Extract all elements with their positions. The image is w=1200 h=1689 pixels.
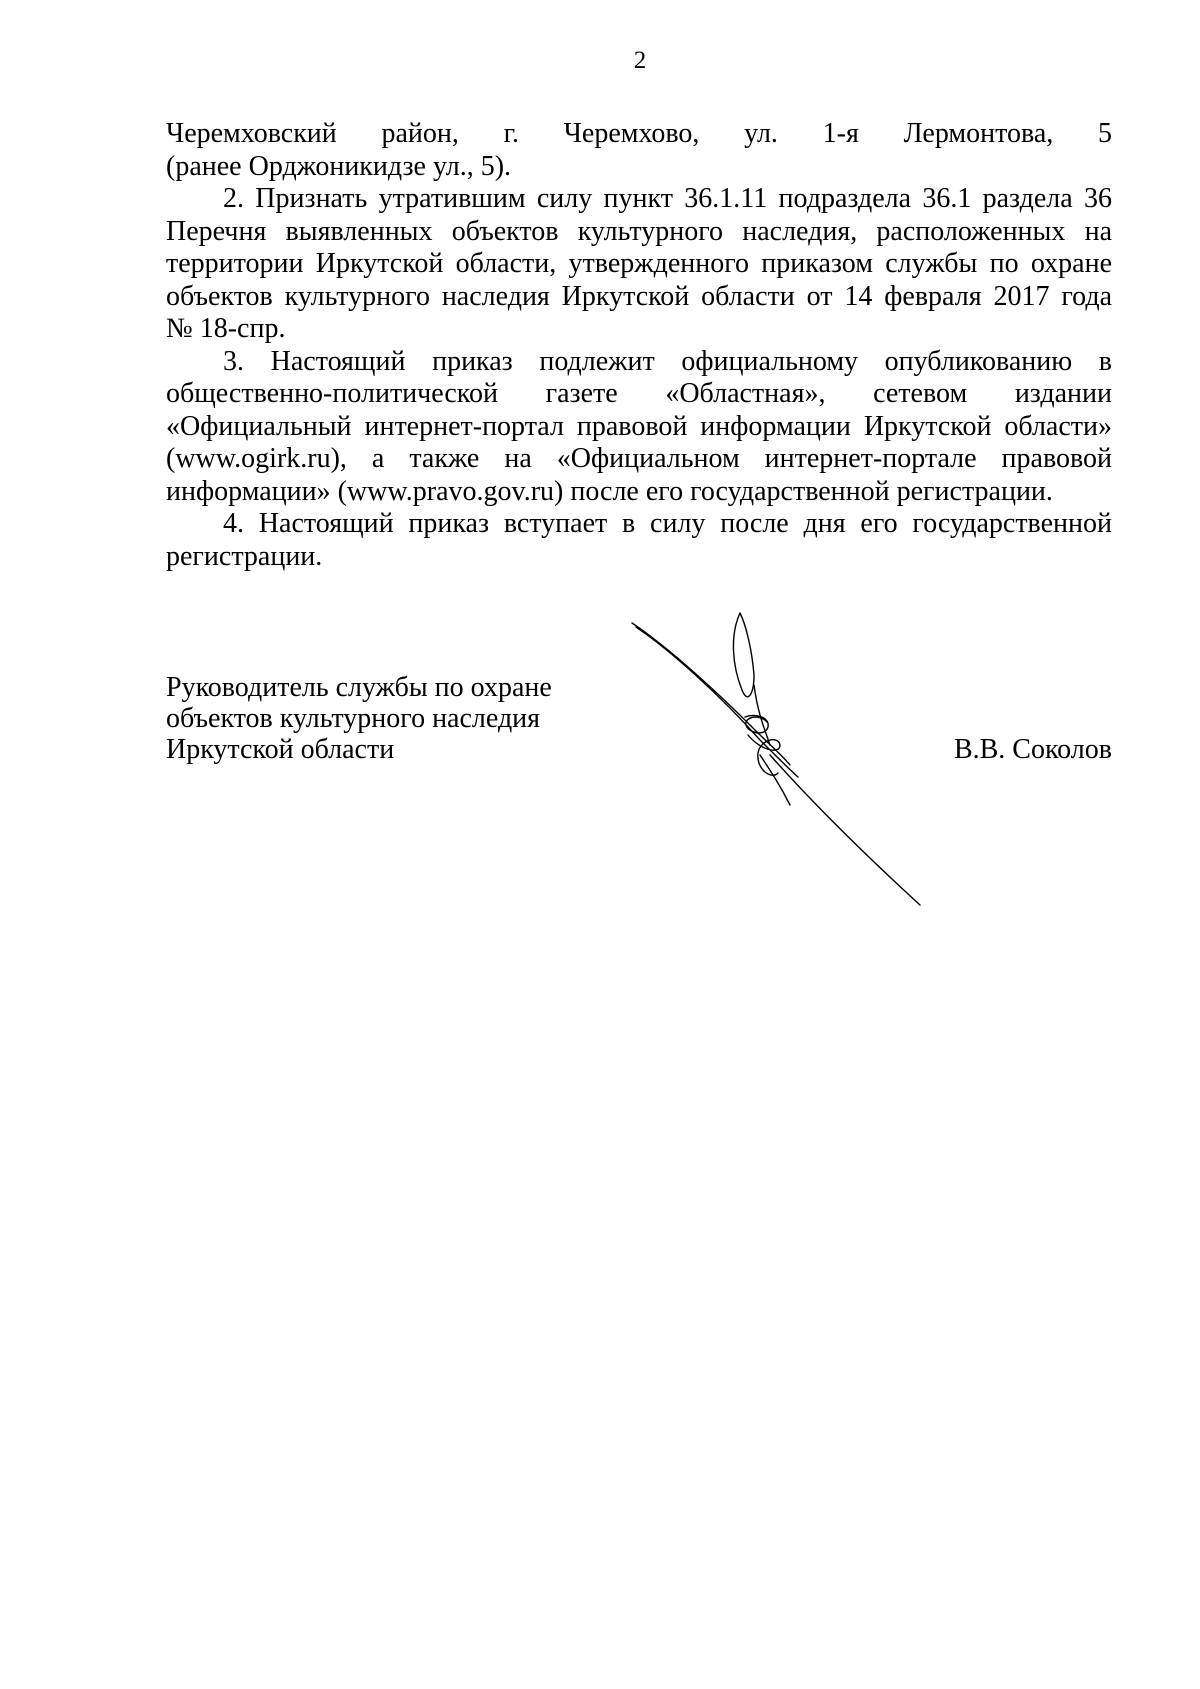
- body-line: (www.ogirk.ru), а также на «Официальном интернет-портале правовой: [166, 443, 1112, 474]
- body-line: объектов культурного наследия Иркутской области от 14 февраля 2017 года: [166, 280, 1112, 312]
- signer-position-line: объектов культурного наследия: [166, 703, 541, 734]
- body-line: регистрации.: [166, 540, 323, 572]
- body-line: территории Иркутской области, утвержденного приказом службы по охране: [166, 248, 1112, 279]
- body-line: № 18-спр.: [166, 313, 286, 344]
- signer-name: В.В. Соколов: [953, 734, 1112, 765]
- signer-position-line: Руководитель службы по охране: [166, 672, 552, 703]
- body-line: общественно-политической газете «Областная», сетевом издании: [166, 378, 1112, 409]
- document-body: [166, 118, 1112, 573]
- signer-position-line: Иркутской области: [166, 734, 395, 765]
- body-line: (ранее Орджоникидзе ул., 5).: [166, 150, 512, 182]
- handwritten-signature: [630, 605, 950, 915]
- body-line: Черемховский район, г. Черемхово, ул. 1-я Лермонтова, 5: [166, 118, 1112, 149]
- body-line: 2. Признать утратившим силу пункт 36.1.11 подраздела 36.1 раздела 36: [223, 183, 1112, 214]
- signer-position: [166, 672, 552, 765]
- page-number: 2: [633, 47, 647, 74]
- body-line: «Официальный интернет-портал правовой информации Иркутской области»: [166, 410, 1112, 442]
- body-line: Перечня выявленных объектов культурного наследия, расположенных на: [166, 215, 1112, 247]
- body-line: 4. Настоящий приказ вступает в силу после дня его государственной: [223, 508, 1112, 539]
- body-line: 3. Настоящий приказ подлежит официальному опубликованию в: [223, 345, 1112, 377]
- body-line: информации» (www.pravo.gov.ru) после его государственной регистрации.: [166, 475, 1053, 507]
